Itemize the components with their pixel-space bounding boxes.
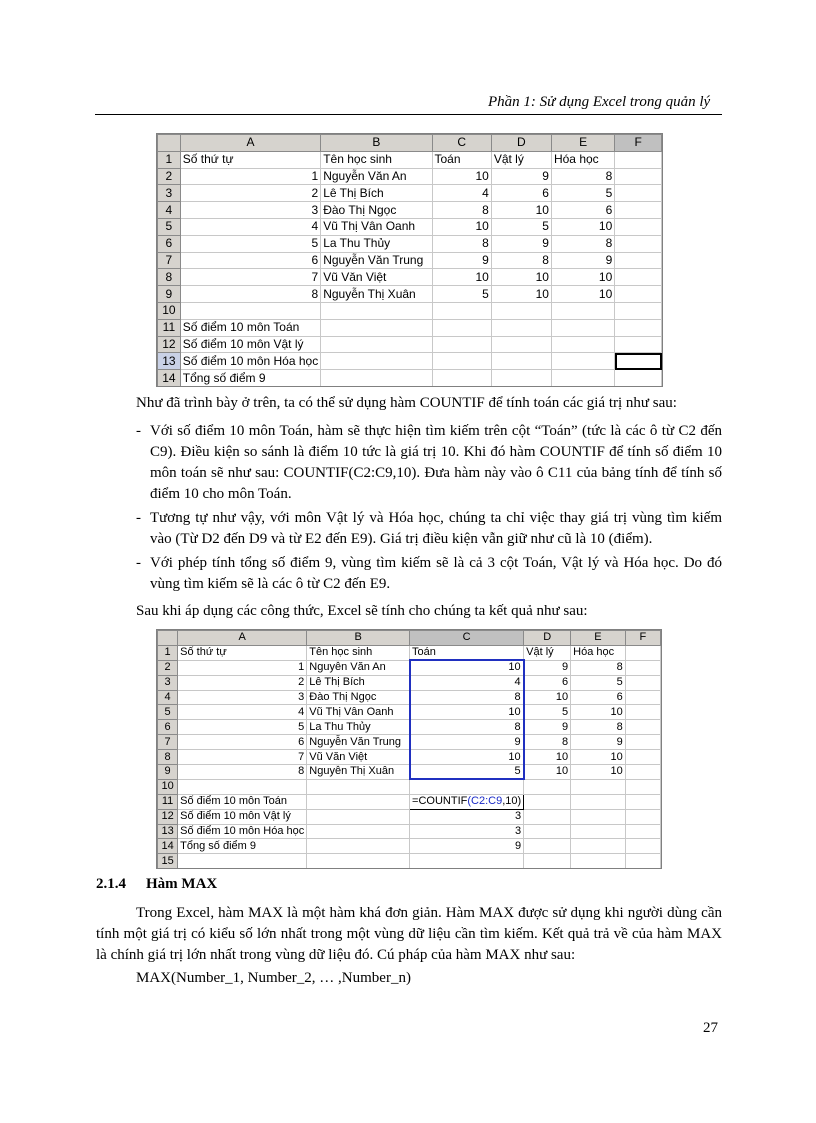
cell-e11[interactable] [551,319,614,336]
table-row [158,824,661,839]
cell-c14[interactable]: 9 [410,839,524,854]
table-row [158,765,661,780]
table-row [158,705,661,720]
cell-c3[interactable]: 4 [410,675,524,690]
cell-f4[interactable] [625,690,660,705]
cell-b12[interactable] [307,809,410,824]
cell-d14[interactable] [524,839,571,854]
table-row [158,269,662,286]
table-row [158,235,662,252]
cell-a13[interactable]: Số điểm 10 môn Hóa học [180,353,320,370]
cell-b1[interactable]: Tên học sinh [307,645,410,660]
table-row [158,202,662,219]
bullet-text: Với phép tính tổng số điểm 9, vùng tìm kiếm sẽ là cả 3 cột Toán, Vật lý và Hóa học. Do đó vùng tìm kiếm sẽ là các ô từ C2 đến E9. [150,555,722,592]
cell-c5[interactable]: 10 [432,218,491,235]
cell-c7[interactable]: 9 [432,252,491,269]
cell-b14[interactable] [307,839,410,854]
cell-e10[interactable] [551,302,614,319]
section-number: 2.1.4 [96,876,126,892]
cell-a6[interactable]: 5 [178,720,307,735]
cell-d8[interactable]: 10 [491,269,551,286]
result-intro-paragraph: Sau khi áp dụng các công thức, Excel sẽ tính cho chúng ta kết quả như sau: [136,603,588,619]
page-header: Phần 1: Sử dụng Excel trong quản lý [488,94,711,110]
cell-b10[interactable] [307,779,410,794]
spreadsheet-grid [157,134,662,387]
row-header[interactable]: 12 [158,336,181,353]
cell-f13[interactable] [625,824,660,839]
cell-d3[interactable]: 6 [524,675,571,690]
table-row [158,794,661,809]
table-row [158,353,662,370]
row-header[interactable]: 9 [158,765,178,780]
column-header-f[interactable]: F [615,135,662,152]
table-row [158,839,661,854]
cell-e11[interactable] [571,794,626,809]
table-row [158,660,661,675]
cell-e12[interactable] [571,809,626,824]
cell-d13[interactable] [491,353,551,370]
cell-c4[interactable]: 8 [410,690,524,705]
cell-e10[interactable] [571,779,626,794]
row-header[interactable]: 10 [158,779,178,794]
max-paragraph: Trong Excel, hàm MAX là một hàm khá đơn giản. Hàm MAX được sử dụng khi người dùng cần tính một giá trị có kiểu số lớn nhất trong một vùng dữ liệu cần tìm kiếm. Kết quả trả về của hàm MAX là chính giá trị lớn nhất trong vùng dữ liệu đó. Cú pháp của hàm MAX như sau: [96,905,722,963]
row-header[interactable]: 7 [158,735,178,750]
table-row [158,252,662,269]
bullet-item [136,421,722,505]
cell-f6[interactable] [615,235,662,252]
cell-a7[interactable]: 6 [178,735,307,750]
cell-c7[interactable]: 9 [410,735,524,750]
cell-f15[interactable] [625,854,660,869]
cell-a6[interactable]: 5 [180,235,320,252]
table-row [158,302,662,319]
table-row [158,168,662,185]
row-header[interactable]: 1 [158,645,178,660]
row-header[interactable]: 12 [158,809,178,824]
cell-b9[interactable]: Nguyễn Thị Xuân [307,765,410,780]
cell-c12[interactable] [432,336,491,353]
cell-c1[interactable]: Toán [410,645,524,660]
cell-f7[interactable] [625,735,660,750]
cell-d2[interactable]: 9 [524,660,571,675]
select-all-corner[interactable] [158,135,181,152]
cell-c9[interactable]: 5 [432,286,491,303]
cell-e8[interactable]: 10 [551,269,614,286]
cell-d15[interactable] [524,854,571,869]
cell-b5[interactable]: Vũ Thị Vân Oanh [307,705,410,720]
cell-d6[interactable]: 9 [524,720,571,735]
column-header-b[interactable]: B [321,135,432,152]
cell-a9[interactable]: 8 [178,765,307,780]
cell-d12[interactable] [491,336,551,353]
column-header-a[interactable]: A [178,631,307,646]
cell-b1[interactable]: Tên học sinh [321,151,432,168]
table-row [158,151,662,168]
cell-c5[interactable]: 10 [410,705,524,720]
row-header[interactable]: 13 [158,824,178,839]
cell-e15[interactable] [571,854,626,869]
cell-d5[interactable]: 5 [491,218,551,235]
row-header[interactable]: 8 [158,750,178,765]
cell-b4[interactable]: Đào Thị Ngọc [307,690,410,705]
cell-b2[interactable]: Nguyễn Văn An [307,660,410,675]
cell-b14[interactable] [321,370,432,387]
cell-c3[interactable]: 4 [432,185,491,202]
cell-f1[interactable] [615,151,662,168]
column-header-f[interactable]: F [625,631,660,646]
cell-c6[interactable]: 8 [432,235,491,252]
bullet-dash: - [136,423,141,439]
cell-f14[interactable] [615,370,662,387]
table-row [158,720,661,735]
cell-f9[interactable] [615,286,662,303]
cell-f10[interactable] [625,779,660,794]
column-header-c[interactable]: C [432,135,491,152]
cell-b3[interactable]: Lê Thị Bích [321,185,432,202]
cell-a5[interactable]: 4 [178,705,307,720]
row-header[interactable]: 4 [158,202,181,219]
cell-d1[interactable]: Vật lý [524,645,571,660]
cell-b7[interactable]: Nguyễn Văn Trung [307,735,410,750]
cell-e1[interactable]: Hóa học [571,645,626,660]
cell-f5[interactable] [625,705,660,720]
cell-b13[interactable] [307,824,410,839]
row-header[interactable]: 15 [158,854,178,869]
cell-a11[interactable]: Số điểm 10 môn Toán [178,794,307,809]
cell-c2[interactable]: 10 [410,660,524,675]
cell-d13[interactable] [524,824,571,839]
cell-c8[interactable]: 10 [410,750,524,765]
cell-b6[interactable]: La Thu Thủy [307,720,410,735]
cell-a3[interactable]: 2 [178,675,307,690]
cell-a14[interactable]: Tổng số điểm 9 [178,839,307,854]
cell-c4[interactable]: 8 [432,202,491,219]
cell-c10[interactable] [432,302,491,319]
bullet-text: Tương tự như vậy, với môn Vật lý và Hóa học, chúng ta chỉ việc thay giá trị vùng tìm kiếm vào (Từ D2 đến D9 và từ E2 đến E9). Giá trị điều kiện vẫn giữ như cũ là 10 (điểm). [150,510,722,547]
row-header[interactable]: 8 [158,269,181,286]
column-header-e[interactable]: E [571,631,626,646]
cell-e1[interactable]: Hóa học [551,151,614,168]
cell-b5[interactable]: Vũ Thị Vân Oanh [321,218,432,235]
cell-e5[interactable]: 10 [551,218,614,235]
cell-e14[interactable] [551,370,614,387]
cell-a8[interactable]: 7 [178,750,307,765]
cell-f2[interactable] [625,660,660,675]
cell-b3[interactable]: Lê Thị Bích [307,675,410,690]
row-header[interactable]: 14 [158,839,178,854]
row-header[interactable]: 9 [158,286,181,303]
cell-c6[interactable]: 8 [410,720,524,735]
table-row [158,645,661,660]
row-header[interactable]: 4 [158,690,178,705]
row-header[interactable]: 14 [158,370,181,387]
cell-f5[interactable] [615,218,662,235]
cell-a3[interactable]: 2 [180,185,320,202]
cell-a7[interactable]: 6 [180,252,320,269]
cell-b15[interactable] [307,854,410,869]
cell-c10[interactable] [410,779,524,794]
cell-b8[interactable]: Vũ Văn Việt [321,269,432,286]
cell-f6[interactable] [625,720,660,735]
spreadsheet-before [156,133,663,387]
cell-a12[interactable]: Số điểm 10 môn Vật lý [180,336,320,353]
cell-b11[interactable] [321,319,432,336]
cell-f1[interactable] [625,645,660,660]
cell-a10[interactable] [180,302,320,319]
cell-d5[interactable]: 5 [524,705,571,720]
cell-e13[interactable] [571,824,626,839]
row-header[interactable]: 5 [158,218,181,235]
bullet-dash: - [136,555,141,571]
cell-a1[interactable]: Số thứ tự [180,151,320,168]
cell-e9[interactable]: 10 [571,765,626,780]
cell-a13[interactable]: Số điểm 10 môn Hóa học [178,824,307,839]
cell-d9[interactable]: 10 [524,765,571,780]
cell-c13[interactable]: 3 [410,824,524,839]
row-header[interactable]: 3 [158,185,181,202]
row-header[interactable]: 3 [158,675,178,690]
cell-e2[interactable]: 8 [551,168,614,185]
cell-d14[interactable] [491,370,551,387]
column-header-a[interactable]: A [180,135,320,152]
spreadsheet-after [156,629,662,869]
cell-f12[interactable] [615,336,662,353]
table-row [158,185,662,202]
cell-e4[interactable]: 6 [551,202,614,219]
cell-f3[interactable] [615,185,662,202]
cell-e7[interactable]: 9 [571,735,626,750]
cell-c1[interactable]: Toán [432,151,491,168]
cell-a4[interactable]: 3 [180,202,320,219]
cell-c12[interactable]: 3 [410,809,524,824]
cell-b13[interactable] [321,353,432,370]
cell-a9[interactable]: 8 [180,286,320,303]
table-row [158,336,662,353]
cell-f9[interactable] [625,765,660,780]
cell-f10[interactable] [615,302,662,319]
cell-c2[interactable]: 10 [432,168,491,185]
cell-f13[interactable] [615,353,662,370]
cell-d2[interactable]: 9 [491,168,551,185]
cell-d11[interactable] [491,319,551,336]
cell-a2[interactable]: 1 [180,168,320,185]
cell-b10[interactable] [321,302,432,319]
cell-f7[interactable] [615,252,662,269]
cell-e13[interactable] [551,353,614,370]
table-row [158,854,661,869]
cell-a1[interactable]: Số thứ tự [178,645,307,660]
intro-paragraph: Như đã trình bày ở trên, ta có thể sử dụng hàm COUNTIF để tính toán các giá trị như sau: [136,395,677,411]
cell-c8[interactable]: 10 [432,269,491,286]
cell-f8[interactable] [615,269,662,286]
cell-d4[interactable]: 10 [524,690,571,705]
table-row [158,218,662,235]
cell-d1[interactable]: Vật lý [491,151,551,168]
cell-b4[interactable]: Đào Thị Ngọc [321,202,432,219]
cell-e12[interactable] [551,336,614,353]
cell-b2[interactable]: Nguyễn Văn An [321,168,432,185]
cell-c11[interactable] [432,319,491,336]
cell-b9[interactable]: Nguyễn Thị Xuân [321,286,432,303]
cell-a8[interactable]: 7 [180,269,320,286]
cell-e9[interactable]: 10 [551,286,614,303]
table-row [158,370,662,387]
cell-b6[interactable]: La Thu Thủy [321,235,432,252]
bullet-item [136,508,722,550]
cell-b8[interactable]: Vũ Văn Việt [307,750,410,765]
bullet-text: Với số điểm 10 môn Toán, hàm sẽ thực hiện tìm kiếm trên cột “Toán” (tức là các ô từ C2 đến C9). Điều kiện so sánh là điểm 10 tức là giá trị 10. Khi đó hàm COUNTIF để tính số điểm 10 môn toán sẽ như sau: COUNTIF(C2:C9,10). Đưa hàm này vào ô C11 của bảng tính để tính số điểm 10 cho môn Toán. [150,423,722,502]
row-header[interactable]: 6 [158,235,181,252]
cell-c9[interactable]: 5 [410,765,524,780]
cell-b11[interactable] [307,794,410,809]
row-header[interactable]: 11 [158,794,178,809]
table-row [158,735,661,750]
row-header[interactable]: 5 [158,705,178,720]
cell-d8[interactable]: 10 [524,750,571,765]
row-header[interactable]: 7 [158,252,181,269]
cell-a10[interactable] [178,779,307,794]
column-header-b[interactable]: B [307,631,410,646]
cell-b12[interactable] [321,336,432,353]
cell-d9[interactable]: 10 [491,286,551,303]
row-header[interactable]: 11 [158,319,181,336]
cell-c13[interactable] [432,353,491,370]
cell-e3[interactable]: 5 [571,675,626,690]
max-syntax: MAX(Number_1, Number_2, … ,Number_n) [136,970,411,986]
cell-e14[interactable] [571,839,626,854]
cell-d7[interactable]: 8 [491,252,551,269]
cell-d3[interactable]: 6 [491,185,551,202]
cell-f4[interactable] [615,202,662,219]
page-number: 27 [703,1020,718,1036]
cell-a14[interactable]: Tổng số điểm 9 [180,370,320,387]
section-title: Hàm MAX [146,876,218,892]
cell-e5[interactable]: 10 [571,705,626,720]
row-header[interactable]: 2 [158,168,181,185]
cell-c15[interactable] [410,854,524,869]
table-row [158,690,661,705]
cell-a2[interactable]: 1 [178,660,307,675]
cell-c11[interactable] [410,794,524,809]
cell-d11[interactable] [524,794,571,809]
cell-a4[interactable]: 3 [178,690,307,705]
section-heading [96,876,217,893]
column-header-d[interactable]: D [491,135,551,152]
table-row [158,779,661,794]
cell-d10[interactable] [491,302,551,319]
formula-name: =COUNTIF [412,795,468,808]
select-all-corner[interactable] [158,631,178,646]
table-row [158,286,662,303]
cell-d10[interactable] [524,779,571,794]
bullet-dash: - [136,510,141,526]
cell-d7[interactable]: 8 [524,735,571,750]
cell-f11[interactable] [625,794,660,809]
cell-a11[interactable]: Số điểm 10 môn Toán [180,319,320,336]
cell-e7[interactable]: 9 [551,252,614,269]
cell-e8[interactable]: 10 [571,750,626,765]
table-row [158,319,662,336]
cell-d4[interactable]: 10 [491,202,551,219]
row-header[interactable]: 13 [158,353,181,370]
cell-a5[interactable]: 4 [180,218,320,235]
row-header[interactable]: 1 [158,151,181,168]
row-header[interactable]: 10 [158,302,181,319]
cell-e3[interactable]: 5 [551,185,614,202]
spreadsheet-grid [157,630,661,869]
formula-criteria: ,10) [502,795,522,808]
cell-b7[interactable]: Nguyễn Văn Trung [321,252,432,269]
row-header[interactable]: 6 [158,720,178,735]
cell-d6[interactable]: 9 [491,235,551,252]
cell-f8[interactable] [625,750,660,765]
bullet-item [136,553,722,595]
cell-f14[interactable] [625,839,660,854]
cell-e4[interactable]: 6 [571,690,626,705]
column-header-d[interactable]: D [524,631,571,646]
header-rule [95,114,722,115]
table-row [158,750,661,765]
cell-f11[interactable] [615,319,662,336]
cell-a12[interactable]: Số điểm 10 môn Vật lý [178,809,307,824]
cell-e2[interactable]: 8 [571,660,626,675]
cell-f2[interactable] [615,168,662,185]
cell-a15[interactable] [178,854,307,869]
column-header-c[interactable]: C [410,631,524,646]
table-row [158,675,661,690]
table-row [158,809,661,824]
formula-range: (C2:C9 [467,795,503,808]
cell-f3[interactable] [625,675,660,690]
cell-f12[interactable] [625,809,660,824]
row-header[interactable]: 2 [158,660,178,675]
cell-d12[interactable] [524,809,571,824]
cell-e6[interactable]: 8 [571,720,626,735]
cell-c14[interactable] [432,370,491,387]
cell-e6[interactable]: 8 [551,235,614,252]
column-header-e[interactable]: E [551,135,614,152]
